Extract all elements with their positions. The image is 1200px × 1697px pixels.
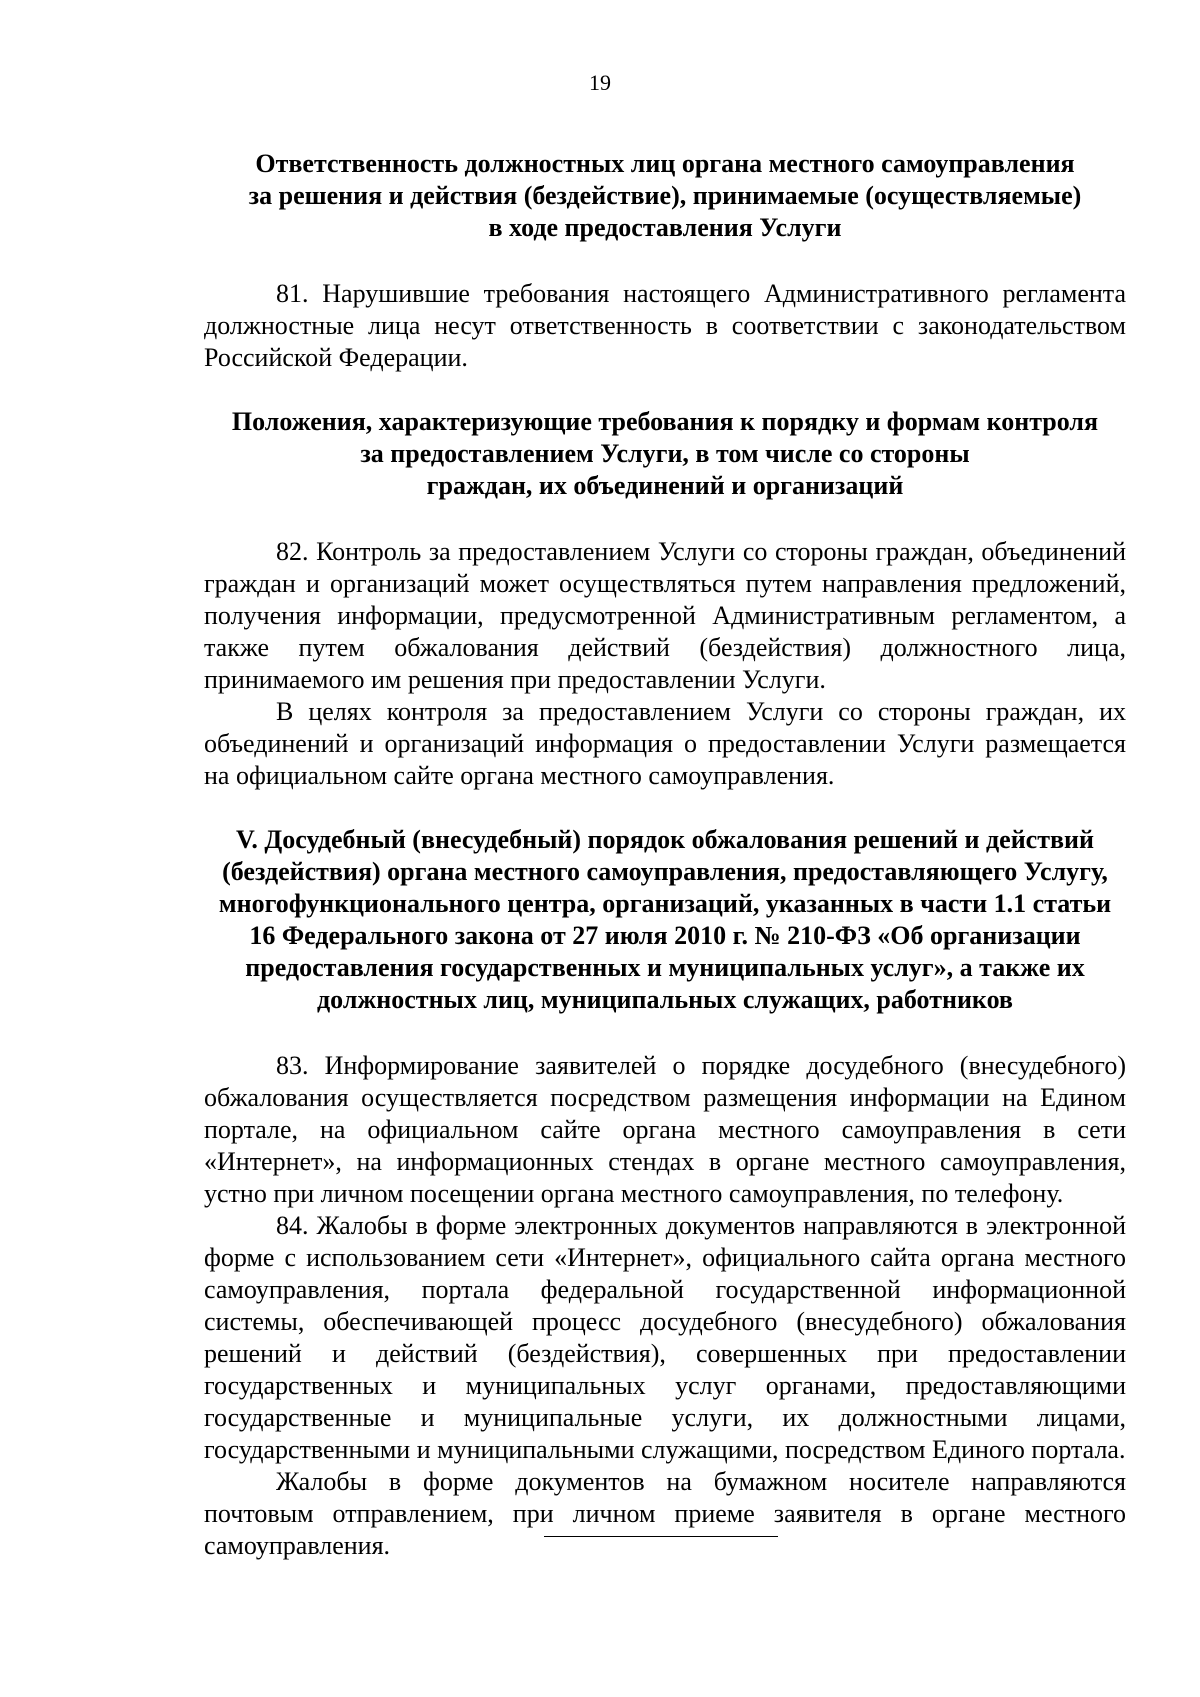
section-heading-appeal [204,824,1126,1016]
heading-line: предоставления государственных и муниципальных услуг», а также их [245,953,1085,982]
page-number: 19 [589,70,611,95]
heading-line: V. Досудебный (внесудебный) порядок обжалования решений и действий [235,825,1094,854]
heading-line: за решения и действия (бездействие), принимаемые (осуществляемые) [248,181,1082,210]
heading-line: Ответственность должностных лиц органа местного самоуправления [255,149,1075,178]
page-content [204,148,1126,1562]
section-heading-control [204,406,1126,502]
paragraph-84-paper: Жалобы в форме документов на бумажном носителе направляются почтовым отправлением, при личном приеме заявителя в органе местного самоуправления. [204,1467,1126,1560]
heading-line: граждан, их объединений и организаций [426,471,904,500]
paragraph-82: 82. Контроль за предоставлением Услуги со стороны граждан, объединений граждан и организаций может осуществляться путем направления предложений, получения информации, предусмотренной Административным регламентом, а также путем обжалования действий (бездействия) должностного лица, принимаемого им решения при предоставлении Услуги. [204,537,1126,694]
heading-line: многофункционального центра, организаций, указанных в части 1.1 статьи [218,889,1112,918]
paragraph-81: 81. Нарушившие требования настоящего Административного регламента должностные лица несут ответственность в соответствии с законодательством Российской Федерации. [204,279,1126,372]
paragraph-82-continued: В целях контроля за предоставлением Услуги со стороны граждан, их объединений и организаций информация о предоставлении Услуги размещается на официальном сайте органа местного самоуправления. [204,697,1126,790]
section-heading-responsibility [204,148,1126,244]
heading-line: должностных лиц, муниципальных служащих, работников [317,985,1013,1014]
footer-separator-line [544,1536,778,1537]
heading-line: Положения, характеризующие требования к порядку и формам контроля [231,407,1099,436]
paragraph-83: 83. Информирование заявителей о порядке досудебного (внесудебного) обжалования осуществляется посредством размещения информации на Едином портале, на официальном сайте органа местного самоуправления в сети «Интернет», на информационных стендах в органе местного самоуправления, устно при личном посещении органа местного самоуправления, по телефону. [204,1051,1126,1208]
heading-line: за предоставлением Услуги, в том числе со стороны [360,439,970,468]
paragraph-84: 84. Жалобы в форме электронных документов направляются в электронной форме с использованием сети «Интернет», официального сайта органа местного самоуправления, портала федеральной государственной информационной системы, обеспечивающей процесс досудебного (внесудебного) обжалования решений и действий (бездействия), совершенных при предоставлении государственных и муниципальных услуг органами, предоставляющими государственные и муниципальные услуги, их должностными лицами, государственными и муниципальными служащими, посредством Единого портала. [204,1211,1126,1464]
heading-line: 16 Федерального закона от 27 июля 2010 г. № 210-ФЗ «Об организации [249,921,1081,950]
heading-line: (бездействия) органа местного самоуправления, предоставляющего Услугу, [222,857,1108,886]
heading-line: в ходе предоставления Услуги [488,213,842,242]
